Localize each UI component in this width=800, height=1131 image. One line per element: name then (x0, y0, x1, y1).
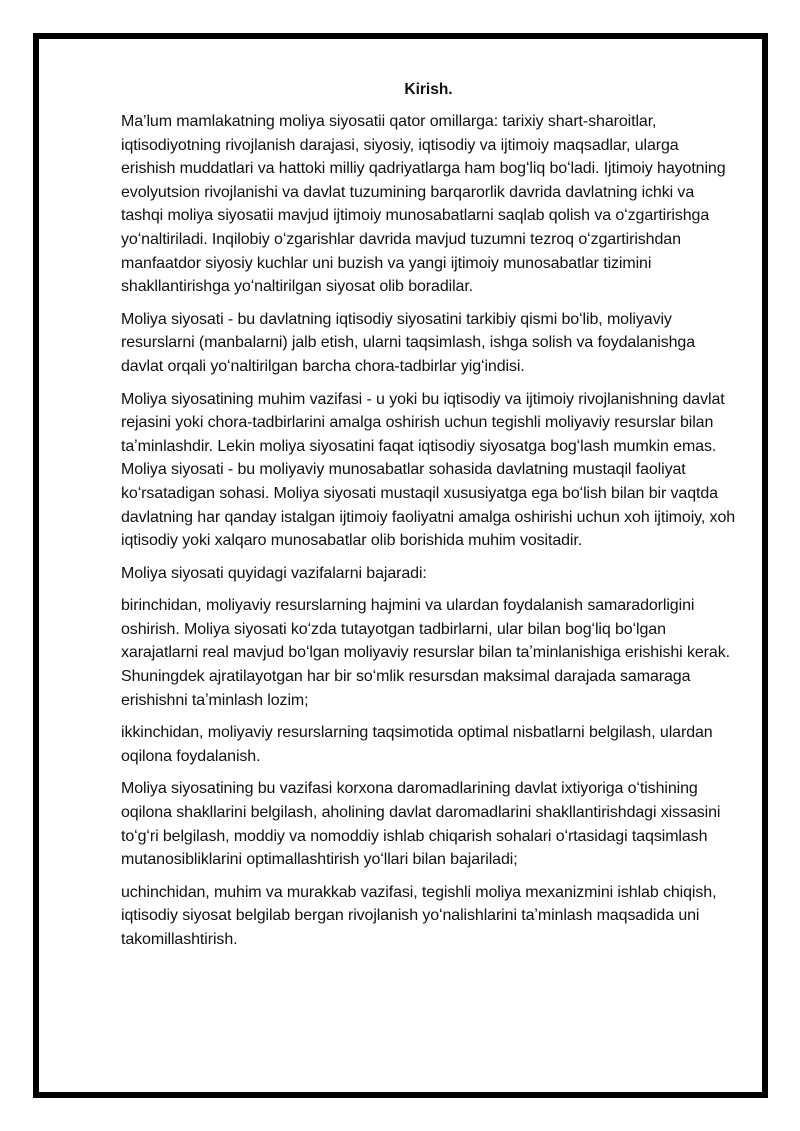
document-body (121, 79, 736, 961)
document-title: Kirish. (404, 81, 453, 98)
paragraph-second-task: ikkinchidan, moliyaviy resurslarning taqsimotida optimal nisbatlarni belgilash, ulardan oqilona foydalanish. (121, 724, 713, 765)
paragraph-intro: Ma’lum mamlakatning moliya siyosatii qator omillarga: tarixiy shart-sharoitlar, iqtisodiyotning rivojlanish darajasi, siyosiy, iqtisodiy va ijtimoiy maqsadlar, ularga erishish muddatlari va hattoki milliy qadriyatlarga ham bogʻliq boʻladi. Ijtimoiy hayotning evolyutsion rivojlanishi va davlat tuzumining barqarorlik davrida davlatning ichki va tashqi moliya siyosatii mavjud ijtimoiy munosabatlarni saqlab qolish va oʻzgartirishga yoʻnaltiriladi. Inqilobiy oʻzgarishlar davrida mavjud tuzumni tezroq oʻzgartirishdan manfaatdor siyosiy kuchlar uni buzish va yangi ijtimoiy munosabatlar tizimini shakllantirishga yoʻnaltirilgan siyosat olib boradilar. (121, 113, 726, 296)
paragraph-first-task: birinchidan, moliyaviy resurslarning hajmini va ulardan foydalanish samaradorligini oshirish. Moliya siyosati koʻzda tutayotgan tadbirlarni, ular bilan bogʻliq boʻlgan xarajatlarni real mavjud boʻlgan moliyaviy resurslar bilan taʼminlanishiga erishishi kerak. Shuningdek ajratilayotgan har bir soʻmlik resursdan maksimal darajada samaraga erishishni taʼminlash lozim; (121, 597, 730, 709)
paragraph-main-task: Moliya siyosatining muhim vazifasi - u yoki bu iqtisodiy va ijtimoiy rivojlanishning davlat rejasini yoki chora-tadbirlarini amalga oshirish uchun tegishli moliyaviy resurslar bilan taʼminlashdir. Lekin moliya siyosatini faqat iqtisodiy siyosatga bogʻlash mumkin emas. Moliya siyosati - bu moliyaviy munosabatlar sohasida davlatning mustaqil faoliyat koʻrsatadigan sohasi. Moliya siyosati mustaqil xususiyatga ega boʻlish bilan bir vaqtda davlatning har qanday istalgan ijtimoiy faoliyatni amalga oshirishi uchun xoh ijtimoiy, xoh iqtisodiy yoki xalqaro munosabatlar olib borishida muhim vositadir. (121, 390, 736, 550)
paragraph-definition: Moliya siyosati - bu davlatning iqtisodiy siyosatini tarkibiy qismi boʻlib, moliyaviy resurslarni (manbalarni) jalb etish, ularni taqsimlash, ishga solish va foydalanishga davlat orqali yoʻnaltirilgan barcha chora-tadbirlar yigʻindisi. (121, 310, 696, 375)
paragraph-second-task-detail: Moliya siyosatining bu vazifasi korxona daromadlarining davlat ixtiyoriga oʻtishining oqilona shakllarini belgilash, aholining davlat daromadlarini shakllantirishdagi xissasini toʻgʻri belgilash, moddiy va nomoddiy ishlab chiqarish sohalari oʻrtasidagi taqsimlash mutanosibliklarini optimallashtirish yoʻllari bilan bajariladi; (121, 780, 721, 869)
paragraph-tasks-heading: Moliya siyosati quyidagi vazifalarni bajaradi: (121, 564, 427, 582)
paragraph-third-task: uchinchidan, muhim va murakkab vazifasi, tegishli moliya mexanizmini ishlab chiqish, iqtisodiy siyosat belgilab bergan rivojlanish yoʻnalishlarini taʼminlash maqsadida uni takomillashtirish. (121, 883, 717, 948)
page-frame (33, 33, 768, 1098)
